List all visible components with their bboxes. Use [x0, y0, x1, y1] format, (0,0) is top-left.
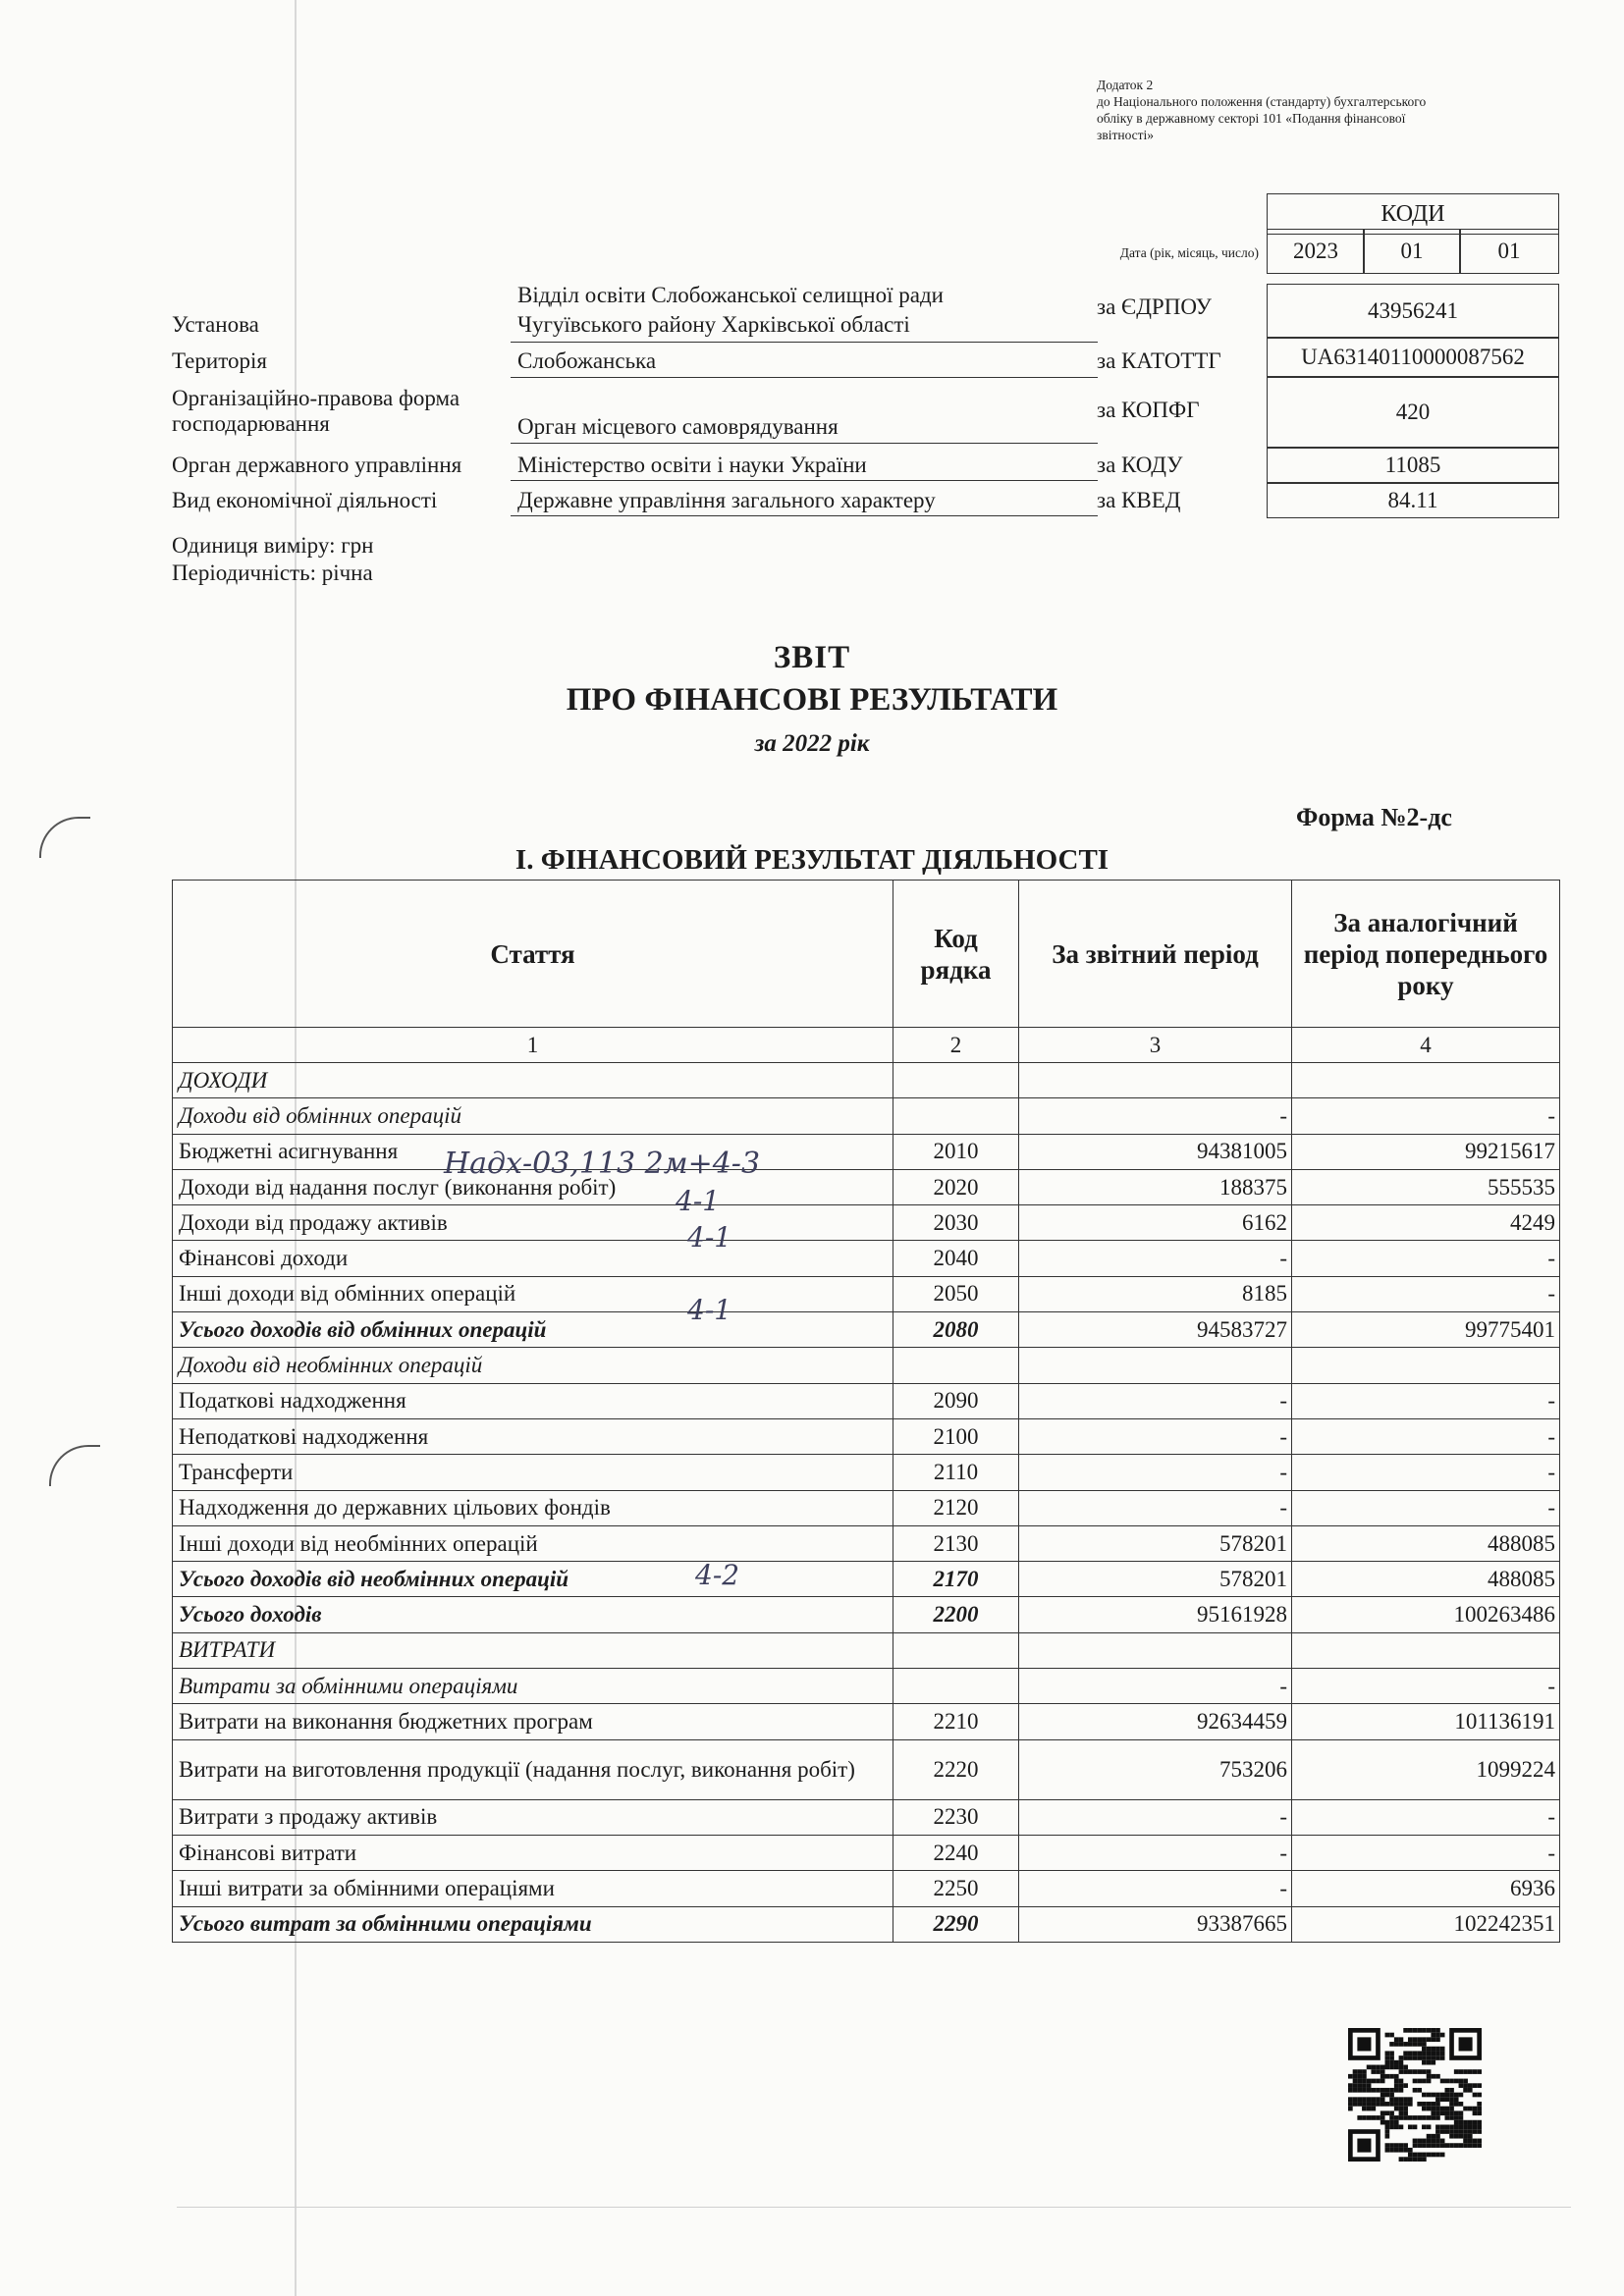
- row-current-value: 6162: [1019, 1205, 1292, 1241]
- row-code: 2130: [893, 1525, 1019, 1561]
- col-number-row: [173, 1028, 1560, 1063]
- col-number: 1: [173, 1028, 893, 1063]
- row-current-value: [1019, 1063, 1292, 1098]
- title-line1: ЗВІТ: [773, 640, 851, 675]
- appendix-line: Додаток 2: [1097, 78, 1154, 92]
- table-row: [173, 1597, 1560, 1632]
- activity-value: Державне управління загального характеру: [517, 488, 936, 512]
- col-header-article: Стаття: [173, 881, 893, 1028]
- periodicity-line: Періодичність: річна: [172, 561, 373, 585]
- row-label: Доходи від надання послуг (виконання робіт): [173, 1169, 893, 1204]
- row-label: Трансферти: [173, 1455, 893, 1490]
- row-current-value: 94583727: [1019, 1312, 1292, 1348]
- row-current-value: 95161928: [1019, 1597, 1292, 1632]
- row-previous-value: [1292, 1348, 1560, 1383]
- orgform-value: Орган місцевого самоврядування: [517, 414, 839, 439]
- section-title: [0, 844, 1624, 877]
- row-label: Інші доходи від обмінних операцій: [173, 1276, 893, 1311]
- row-code: 2200: [893, 1597, 1019, 1632]
- kopfg-code: 420: [1267, 376, 1559, 449]
- row-current-value: [1019, 1632, 1292, 1668]
- table-row: [173, 1562, 1560, 1597]
- row-code: [893, 1348, 1019, 1383]
- row-previous-value: [1292, 1632, 1560, 1668]
- date-month: 01: [1363, 229, 1461, 274]
- table-row: [173, 1063, 1560, 1098]
- row-current-value: -: [1019, 1835, 1292, 1870]
- row-code: 2090: [893, 1383, 1019, 1418]
- table-row: [173, 1348, 1560, 1383]
- row-previous-value: -: [1292, 1799, 1560, 1835]
- appendix-note: [1097, 77, 1529, 143]
- table-row: [173, 1205, 1560, 1241]
- financial-results-table: [172, 880, 1560, 1943]
- table-header-row: [173, 881, 1560, 1028]
- row-label: Інші витрати за обмінними операціями: [173, 1871, 893, 1906]
- table-row: [173, 1383, 1560, 1418]
- row-label: Усього доходів: [173, 1597, 893, 1632]
- row-previous-value: -: [1292, 1669, 1560, 1704]
- katottg-code: UA63140110000087562: [1267, 337, 1559, 378]
- underline: [511, 443, 1098, 444]
- table-row: [173, 1312, 1560, 1348]
- row-previous-value: -: [1292, 1418, 1560, 1454]
- row-previous-value: 488085: [1292, 1562, 1560, 1597]
- form-number: Форма №2-дс: [1296, 803, 1452, 831]
- table-row: [173, 1704, 1560, 1739]
- activity-label: Вид економічної діяльності: [172, 488, 438, 512]
- date-year: 2023: [1267, 229, 1365, 274]
- row-code: 2020: [893, 1169, 1019, 1204]
- territory-label: Територія: [172, 348, 267, 373]
- institution-value-line1: Відділ освіти Слобожанської селищної ради: [517, 283, 944, 307]
- col-header-current: За звітний період: [1019, 881, 1292, 1028]
- row-previous-value: 488085: [1292, 1525, 1560, 1561]
- date-label: Дата (рік, місяць, число): [1119, 245, 1259, 260]
- table-row: [173, 1632, 1560, 1668]
- institution-label: Установа: [172, 312, 259, 337]
- row-current-value: -: [1019, 1490, 1292, 1525]
- col-number: 4: [1292, 1028, 1560, 1063]
- section-title-text: І. ФІНАНСОВИЙ РЕЗУЛЬТАТ ДІЯЛЬНОСТІ: [514, 844, 1110, 876]
- table-row: [173, 1906, 1560, 1942]
- table-row: [173, 1799, 1560, 1835]
- row-previous-value: -: [1292, 1241, 1560, 1276]
- row-code: 2290: [893, 1906, 1019, 1942]
- row-code: 2230: [893, 1799, 1019, 1835]
- row-label: Неподаткові надходження: [173, 1418, 893, 1454]
- row-label: Усього доходів від необмінних операцій: [173, 1562, 893, 1597]
- row-current-value: -: [1019, 1383, 1292, 1418]
- row-label: Витрати за обмінними операціями: [173, 1669, 893, 1704]
- row-code: 2210: [893, 1704, 1019, 1739]
- row-previous-value: 6936: [1292, 1871, 1560, 1906]
- row-current-value: -: [1019, 1098, 1292, 1134]
- row-code: 2100: [893, 1418, 1019, 1454]
- row-current-value: 94381005: [1019, 1134, 1292, 1169]
- row-previous-value: 99775401: [1292, 1312, 1560, 1348]
- col-number: 2: [893, 1028, 1019, 1063]
- row-current-value: -: [1019, 1871, 1292, 1906]
- table-row: [173, 1418, 1560, 1454]
- row-previous-value: -: [1292, 1490, 1560, 1525]
- row-previous-value: -: [1292, 1383, 1560, 1418]
- row-label: Бюджетні асигнування: [173, 1134, 893, 1169]
- table-row: [173, 1669, 1560, 1704]
- row-current-value: -: [1019, 1799, 1292, 1835]
- table-row: [173, 1455, 1560, 1490]
- row-label: Доходи від продажу активів: [173, 1205, 893, 1241]
- qr-code: [1348, 2028, 1482, 2162]
- orgform-label-line2: господарювання: [172, 411, 330, 436]
- table-row: [173, 1169, 1560, 1204]
- row-code: 2110: [893, 1455, 1019, 1490]
- row-code: 2030: [893, 1205, 1019, 1241]
- orgform-label-line1: Організаційно-правова форма: [172, 386, 460, 410]
- orgform-label: [172, 386, 460, 437]
- col-header-previous: За аналогічний період попереднього року: [1292, 881, 1560, 1028]
- katottg-label: за КАТОТТГ: [1097, 348, 1221, 373]
- row-code: 2250: [893, 1871, 1019, 1906]
- punch-hole-mark: [49, 1445, 100, 1486]
- table-row: [173, 1835, 1560, 1870]
- row-code: 2080: [893, 1312, 1019, 1348]
- row-current-value: 93387665: [1019, 1906, 1292, 1942]
- row-code: [893, 1669, 1019, 1704]
- table-row: [173, 1098, 1560, 1134]
- row-previous-value: 100263486: [1292, 1597, 1560, 1632]
- appendix-line: обліку в державному секторі 101 «Подання фінансової: [1097, 111, 1406, 126]
- row-label: Податкові надходження: [173, 1383, 893, 1418]
- row-label: ДОХОДИ: [173, 1063, 893, 1098]
- row-current-value: [1019, 1348, 1292, 1383]
- row-label: Надходження до державних цільових фондів: [173, 1490, 893, 1525]
- row-label: Витрати на виготовлення продукції (надання послуг, виконання робіт): [173, 1739, 893, 1799]
- row-current-value: 578201: [1019, 1525, 1292, 1561]
- handwritten-note: 4-1: [687, 1221, 732, 1254]
- row-current-value: 92634459: [1019, 1704, 1292, 1739]
- row-code: 2220: [893, 1739, 1019, 1799]
- row-previous-value: 99215617: [1292, 1134, 1560, 1169]
- row-code: 2170: [893, 1562, 1019, 1597]
- row-current-value: 8185: [1019, 1276, 1292, 1311]
- row-label: Витрати на виконання бюджетних програм: [173, 1704, 893, 1739]
- codes-title: КОДИ: [1267, 193, 1559, 235]
- row-previous-value: 102242351: [1292, 1906, 1560, 1942]
- row-current-value: -: [1019, 1455, 1292, 1490]
- row-code: 2040: [893, 1241, 1019, 1276]
- report-title: [0, 640, 1624, 758]
- row-code: 2120: [893, 1490, 1019, 1525]
- row-current-value: 578201: [1019, 1562, 1292, 1597]
- row-label: Усього доходів від обмінних операцій: [173, 1312, 893, 1348]
- col-number: 3: [1019, 1028, 1292, 1063]
- row-current-value: -: [1019, 1241, 1292, 1276]
- institution-value-line2: Чугуївського району Харківської області: [517, 312, 910, 337]
- row-label: Доходи від обмінних операцій: [173, 1098, 893, 1134]
- row-label: Фінансові витрати: [173, 1835, 893, 1870]
- table-row: [173, 1490, 1560, 1525]
- row-current-value: -: [1019, 1669, 1292, 1704]
- underline: [511, 515, 1098, 516]
- edrpou-code: 43956241: [1267, 284, 1559, 339]
- underline: [511, 377, 1098, 378]
- row-previous-value: 4249: [1292, 1205, 1560, 1241]
- territory-value: Слобожанська: [517, 348, 657, 373]
- unit-line: Одиниця виміру: грн: [172, 533, 374, 558]
- row-previous-value: 555535: [1292, 1169, 1560, 1204]
- kved-code: 84.11: [1267, 482, 1559, 518]
- row-label: Інші доходи від необмінних операцій: [173, 1525, 893, 1561]
- kodu-label: за КОДУ: [1097, 453, 1183, 477]
- gov-body-value: Міністерство освіти і науки України: [517, 453, 867, 477]
- appendix-line: до Національного положення (стандарту) бухгалтерського: [1097, 94, 1427, 109]
- row-code: 2240: [893, 1835, 1019, 1870]
- underline: [511, 480, 1098, 481]
- row-code: [893, 1098, 1019, 1134]
- underline: [511, 342, 1098, 343]
- table-row: [173, 1276, 1560, 1311]
- kodu-code: 11085: [1267, 447, 1559, 484]
- row-previous-value: 1099224: [1292, 1739, 1560, 1799]
- kved-label: за КВЕД: [1097, 488, 1181, 512]
- row-label: Витрати з продажу активів: [173, 1799, 893, 1835]
- scan-artifact-line: [177, 2207, 1571, 2208]
- row-label: ВИТРАТИ: [173, 1632, 893, 1668]
- row-previous-value: 101136191: [1292, 1704, 1560, 1739]
- handwritten-note: 4-2: [695, 1559, 740, 1591]
- appendix-line: звітності»: [1097, 128, 1155, 142]
- table-row: [173, 1241, 1560, 1276]
- row-code: 2010: [893, 1134, 1019, 1169]
- date-day: 01: [1459, 229, 1559, 274]
- handwritten-note: 4-1: [687, 1294, 732, 1326]
- edrpou-label: за ЄДРПОУ: [1097, 294, 1212, 319]
- row-code: [893, 1632, 1019, 1668]
- row-label: Усього витрат за обмінними операціями: [173, 1906, 893, 1942]
- row-current-value: 753206: [1019, 1739, 1292, 1799]
- col-header-code: Код рядка: [893, 881, 1019, 1028]
- row-previous-value: -: [1292, 1455, 1560, 1490]
- row-code: 2050: [893, 1276, 1019, 1311]
- table-row: [173, 1739, 1560, 1799]
- row-label: Фінансові доходи: [173, 1241, 893, 1276]
- table-row: [173, 1871, 1560, 1906]
- gov-body-label: Орган державного управління: [172, 453, 462, 477]
- kopfg-label: за КОПФГ: [1097, 398, 1200, 422]
- handwritten-note: 4-1: [676, 1185, 721, 1217]
- row-label: Доходи від необмінних операцій: [173, 1348, 893, 1383]
- table-row: [173, 1134, 1560, 1169]
- title-line2: ПРО ФІНАНСОВІ РЕЗУЛЬТАТИ: [566, 682, 1058, 718]
- row-code: [893, 1063, 1019, 1098]
- row-current-value: 188375: [1019, 1169, 1292, 1204]
- row-previous-value: -: [1292, 1098, 1560, 1134]
- row-previous-value: [1292, 1063, 1560, 1098]
- table-row: [173, 1525, 1560, 1561]
- row-previous-value: -: [1292, 1276, 1560, 1311]
- row-previous-value: -: [1292, 1835, 1560, 1870]
- row-current-value: -: [1019, 1418, 1292, 1454]
- handwritten-note: Надх-03,113 2м+4-3: [444, 1147, 761, 1181]
- title-period: за 2022 рік: [754, 730, 870, 757]
